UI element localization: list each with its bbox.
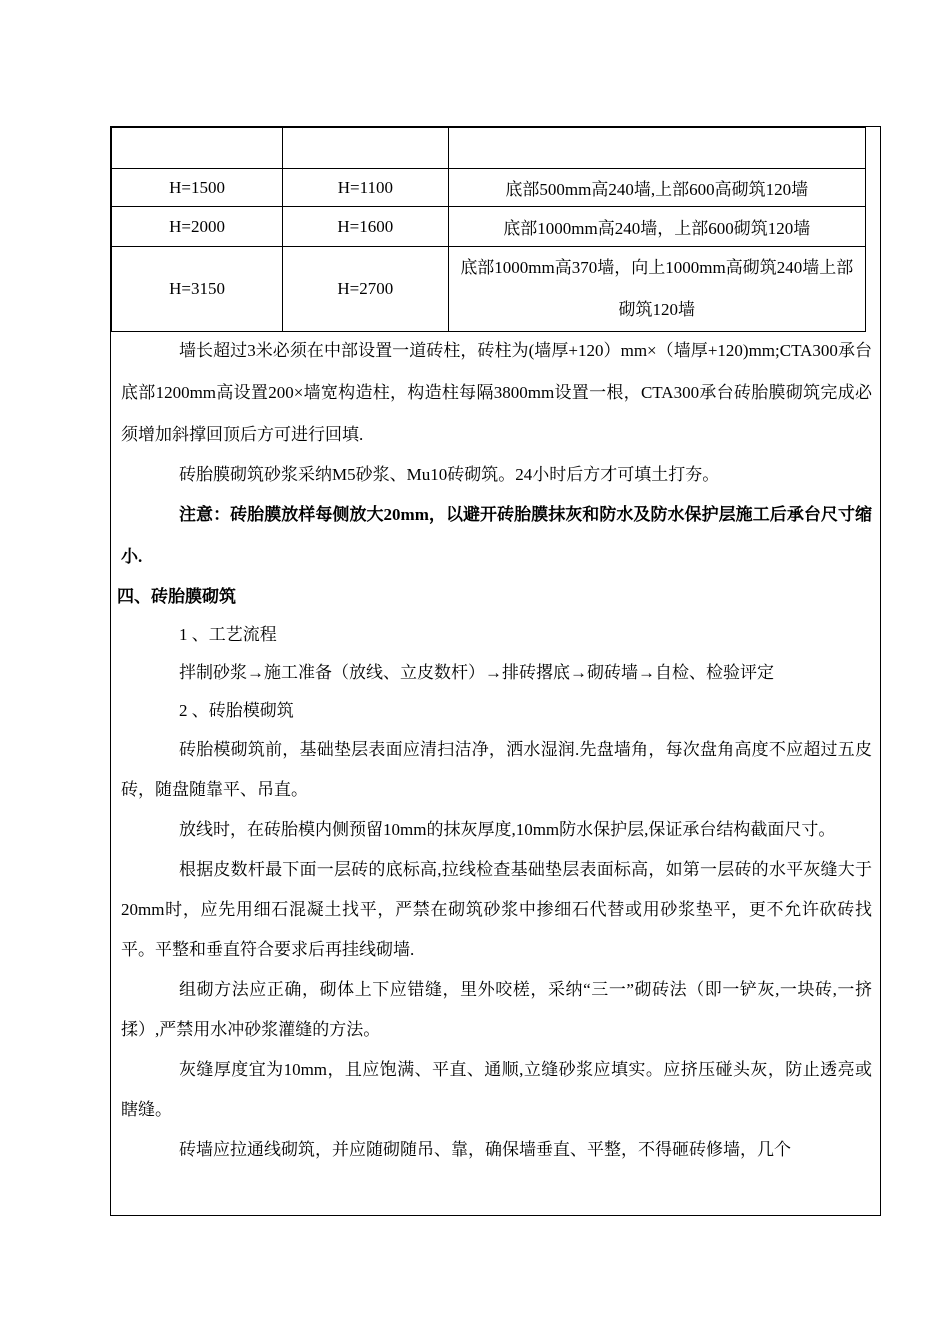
body-text	[111, 330, 880, 1170]
table-row	[112, 128, 866, 169]
table-cell: H=1100	[283, 169, 448, 207]
subheading-masonry: 2 、砖胎模砌筑	[179, 701, 294, 720]
table-cell: H=2700	[283, 247, 448, 332]
paragraph-mortar: 砖胎膜砌筑砂浆采纳M5砂浆、Mu10砖砌筑。24小时后方才可填土打夯。	[179, 465, 720, 484]
table-row	[112, 247, 866, 332]
table-cell: H=3150	[112, 247, 283, 332]
table-cell	[112, 128, 283, 169]
table-cell: 底部1000mm高240墙，上部600砌筑120墙	[448, 207, 865, 247]
table-cell: H=2000	[112, 207, 283, 247]
table-cell	[448, 128, 865, 169]
paragraph-alignment: 砖墙应拉通线砌筑，并应随砌随吊、靠，确保墙垂直、平整，不得砸砖修墙，几个	[179, 1140, 791, 1159]
paragraph-joints: 灰缝厚度宜为10mm，且应饱满、平直、通顺,立缝砂浆应填实。应挤压碰头灰，防止透亮或瞎缝。	[121, 1060, 872, 1119]
table-cell: H=1600	[283, 207, 448, 247]
subheading-process: 1 、工艺流程	[179, 625, 277, 644]
paragraph-brick-column: 墙长超过3米必须在中部设置一道砖柱，砖柱为(墙厚+120）mm×（墙厚+120)mm;CTA300承台底部1200mm高设置200×墙宽构造柱，构造柱每隔3800mm设置一根，CTA300承台砖胎膜砌筑完成必须增加斜撑回顶后方可进行回填.	[121, 341, 872, 444]
table-cell	[283, 128, 448, 169]
document-frame	[110, 126, 881, 1216]
table-cell: H=1500	[112, 169, 283, 207]
paragraph-notice: 注意：砖胎膜放样每侧放大20mm，以避开砖胎膜抹灰和防水及防水保护层施工后承台尺寸缩小.	[121, 505, 872, 566]
section-heading: 四、砖胎膜砌筑	[117, 587, 236, 606]
paragraph-leveling: 根据皮数杆最下面一层砖的底标高,拉线检查基础垫层表面标高，如第一层砖的水平灰缝大于20mm时，应先用细石混凝土找平，严禁在砌筑砂浆中掺细石代替或用砂浆垫平，更不允许砍砖找平。平整和垂直符合要求后再挂线砌墙.	[121, 860, 872, 959]
process-flow: 拌制砂浆→施工准备（放线、立皮数杆）→排砖撂底→砌砖墙→自检、检验评定	[179, 663, 774, 682]
table-row	[112, 169, 866, 207]
table-cell: 底部1000mm高370墙，向上1000mm高砌筑240墙上部砌筑120墙	[448, 247, 865, 332]
paragraph-layout: 放线时，在砖胎模内侧预留10mm的抹灰厚度,10mm防水保护层,保证承台结构截面尺寸。	[179, 820, 836, 839]
paragraph-bonding: 组砌方法应正确，砌体上下应错缝，里外咬槎，采纳“三一”砌砖法（即一铲灰,一块砖,一挤揉）,严禁用水冲砂浆灌缝的方法。	[121, 980, 872, 1039]
table-row	[112, 207, 866, 247]
wall-spec-table	[111, 127, 866, 332]
table-cell: 底部500mm高240墙,上部600高砌筑120墙	[448, 169, 865, 207]
paragraph-preparation: 砖胎模砌筑前，基础垫层表面应清扫洁净，洒水湿润.先盘墙角，每次盘角高度不应超过五皮砖，随盘随靠平、吊直。	[121, 740, 872, 799]
